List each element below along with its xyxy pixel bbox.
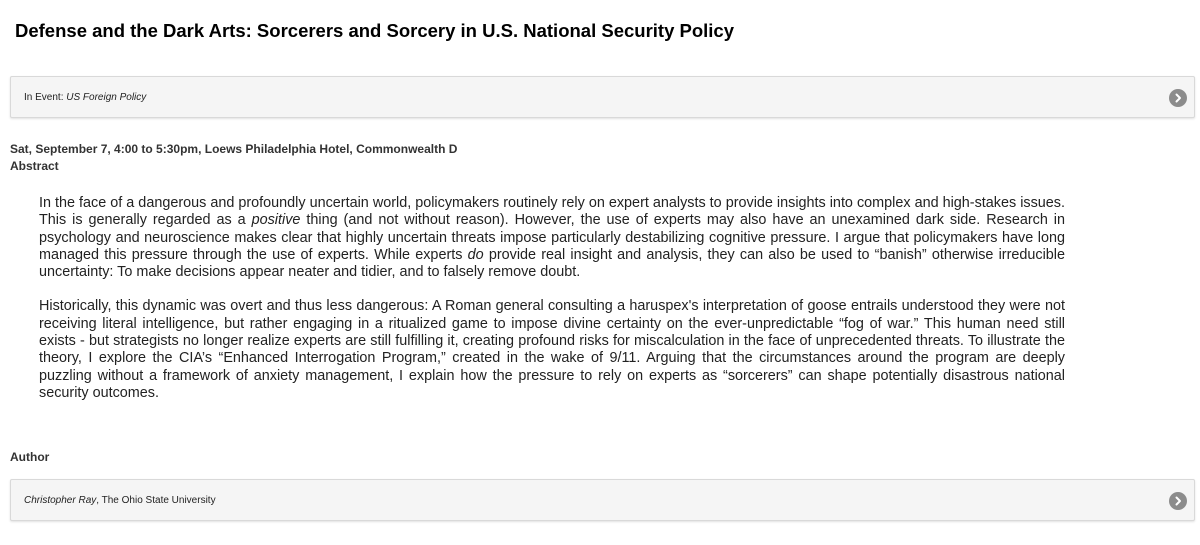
abstract-text: thing (and not without reason). However, the use of experts may also have an unexamined dark side. Research in psychology and neuroscience makes clear that highly uncertain threats impose particularly destabilizing cognitive pressure. I argue that policymakers have long managed this pressure through the use of experts. While experts bbox=[39, 212, 1065, 263]
session-info: Sat, September 7, 4:00 to 5:30pm, Loews Philadelphia Hotel, Commonwealth D bbox=[10, 142, 458, 156]
event-label bbox=[24, 77, 146, 119]
abstract-emphasis: do bbox=[467, 246, 484, 263]
author-name[interactable]: Christopher Ray bbox=[24, 495, 97, 506]
abstract-emphasis: positive bbox=[251, 212, 301, 229]
author-heading: Author bbox=[10, 450, 50, 464]
event-prefix: In Event: bbox=[24, 92, 67, 103]
abstract-body bbox=[39, 195, 1065, 419]
abstract-text: In the face of a dangerous and profoundly uncertain world, policymakers routinely rely on expert analysts to provide insights into complex and high-stakes issues. This is generally regarded as a bbox=[39, 195, 1065, 229]
chevron-right-circle-icon[interactable] bbox=[1169, 89, 1187, 107]
author-label bbox=[24, 480, 216, 522]
author-link-panel[interactable] bbox=[10, 479, 1195, 521]
abstract-heading: Abstract bbox=[10, 159, 59, 173]
event-name[interactable]: US Foreign Policy bbox=[66, 92, 147, 103]
chevron-right-circle-icon[interactable] bbox=[1169, 492, 1187, 510]
author-affiliation: , The Ohio State University bbox=[96, 495, 216, 506]
page-title: Defense and the Dark Arts: Sorcerers and Sorcery in U.S. National Security Policy bbox=[15, 20, 735, 41]
session-meta bbox=[10, 141, 457, 175]
abstract-paragraph-1 bbox=[39, 195, 1065, 281]
abstract-paragraph-2: Historically, this dynamic was overt and thus less dangerous: A Roman general consulting a haruspex's interpretation of goose entrails understood they were not receiving literal intelligence, but rather engaging in a ritualized game to impose divine certainty on the ever-unpredictable “fog of war.” This human need still exists - but strategists no longer realize experts are still fulfilling it, creating profound risks for miscalculation in the face of unprecedented threats. To illustrate the theory, I explore the CIA’s “Enhanced Interrogation Program,” created in the wake of 9/11. Arguing that the circumstances around the program are deeply puzzling without a framework of anxiety management, I explain how the pressure to rely on experts as “sorcerers” can shape potentially disastrous national security outcomes. bbox=[39, 298, 1065, 401]
event-link-panel[interactable] bbox=[10, 76, 1195, 118]
abstract-text: provide real insight and analysis, they can also be used to “banish” otherwise irreducible uncertainty: To make decisions appear neater and tidier, and to falsely remove doubt. bbox=[39, 246, 1065, 281]
